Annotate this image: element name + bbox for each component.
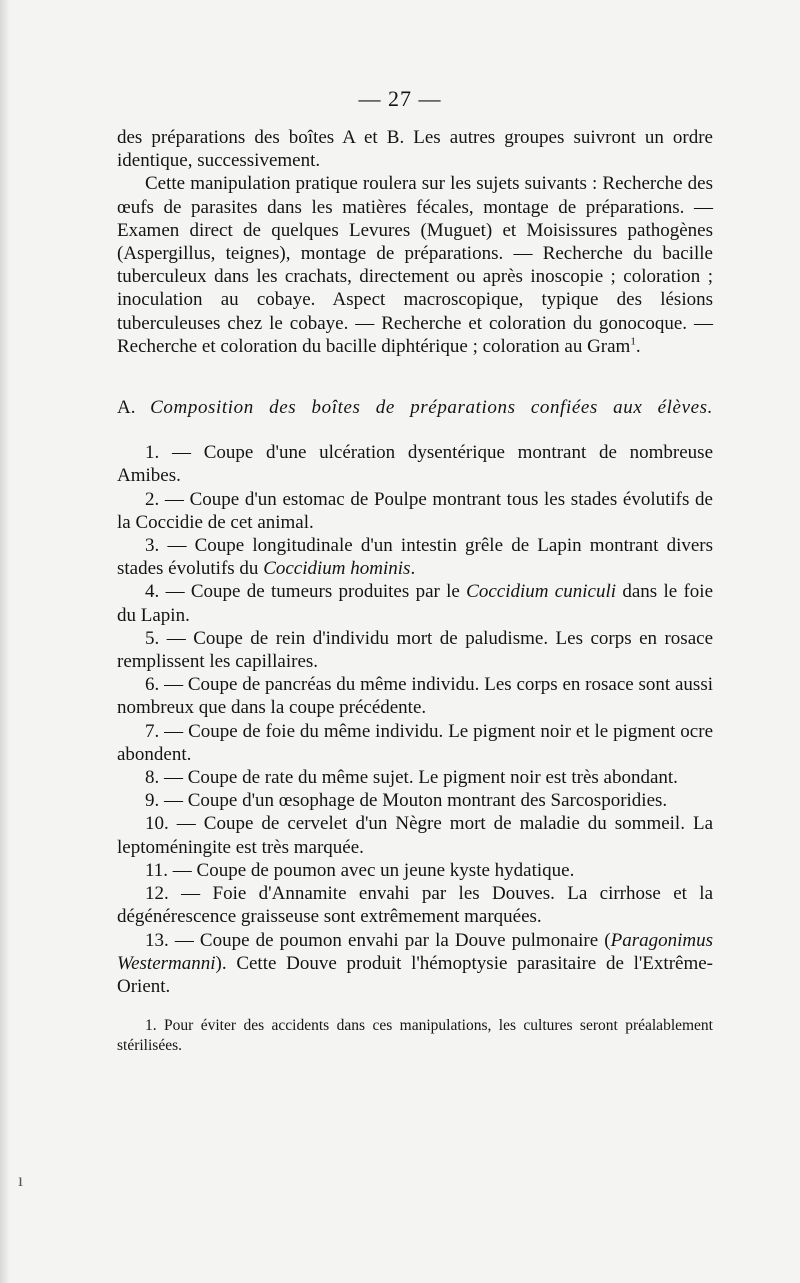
list-item <box>117 441 713 487</box>
item-text: — Coupe de poumon envahi par la Douve pulmonaire ( <box>174 929 611 951</box>
item-number: 6. <box>145 674 160 696</box>
item-number: 7. <box>145 720 160 742</box>
item-number: 3. <box>145 535 160 557</box>
item-text: — Coupe de foie du même individu. Le pigment noir et le pigment ocre abondent. <box>117 720 714 765</box>
footnote-text: Pour éviter des accidents dans ces manipulations, les cultures seront préalablement stérilisées. <box>117 1017 713 1055</box>
section-letter: A. <box>117 397 136 419</box>
list-item <box>117 720 713 766</box>
item-text: — Coupe d'un œsophage de Mouton montrant des Sarcosporidies. <box>164 790 668 812</box>
list-item <box>117 789 713 812</box>
item-text: — Coupe de rate du même sujet. Le pigment noir est très abondant. <box>164 767 678 789</box>
item-number: 12. <box>145 883 169 905</box>
body-text <box>117 126 713 1056</box>
list-item <box>117 488 713 534</box>
item-number: 2. <box>145 488 160 510</box>
item-text: — Coupe d'un estomac de Poulpe montrant tous les stades évolutifs de la Coccidie de cet animal. <box>117 488 713 533</box>
item-number: 9. <box>145 790 160 812</box>
item-text-continued: dans le foie du Lapin. <box>117 581 714 626</box>
item-text: — Coupe longitudinale d'un intestin grêle de Lapin montrant divers stades évolutifs du <box>117 535 713 580</box>
page-number: — 27 — <box>358 86 442 111</box>
item-latin-name: Coccidium hominis <box>263 558 411 580</box>
list-item <box>117 812 713 858</box>
item-text: — Coupe de pancréas du même individu. Les corps en rosace sont aussi nombreux que dans la coupe précédente. <box>117 674 714 719</box>
item-text-continued: ). Cette Douve produit l'hémoptysie parasitaire de l'Extrême-Orient. <box>117 952 713 997</box>
item-number: 1. <box>145 442 160 464</box>
list-item <box>117 580 713 626</box>
section-heading <box>117 396 713 419</box>
item-number: 10. <box>145 813 169 835</box>
section-title: Composition des boîtes de préparations confiées aux élèves. <box>150 397 713 419</box>
specimen-list <box>117 441 713 998</box>
margin-mark: ı <box>18 1170 24 1190</box>
item-latin-name: Paragonimus Westermanni <box>117 929 713 974</box>
item-text: — Coupe d'une ulcération dysentérique montrant de nombreuse Amibes. <box>117 442 713 487</box>
list-item <box>117 627 713 673</box>
item-number: 11. <box>145 859 169 881</box>
list-item <box>117 534 713 580</box>
item-number: 13. <box>145 929 169 951</box>
list-item <box>117 929 713 999</box>
item-text-continued: . <box>410 558 416 580</box>
footnote-number: 1. <box>145 1017 157 1035</box>
item-text: — Foie d'Annamite envahi par les Douves. La cirrhose et la dégénérescence graisseuse sont extrêmement marquées. <box>117 883 714 928</box>
item-number: 5. <box>145 627 160 649</box>
footnote <box>117 1016 713 1056</box>
intro-paragraph-1: des préparations des boîtes A et B. Les autres groupes suivront un ordre identique, successivement. <box>117 127 713 172</box>
intro-paragraph-2: Cette manipulation pratique roulera sur les sujets suivants : Recherche des œufs de parasites dans les matières fécales, montage de préparations. — Examen direct de quelques Levures (Muguet) et Moisissures pathogènes (Aspergillus, teignes), montage de préparations. — Recherche du bacille tuberculeux dans les crachats, directement ou après inoscopie ; coloration ; inoculation au cobaye. Aspect macroscopique, typique des lésions tuberculeuses chez le cobaye. — Recherche et coloration du gonocoque. — Recherche et coloration du bacille diphtérique ; coloration au Gram$^1$. <box>117 173 713 357</box>
list-item <box>117 766 713 789</box>
item-latin-name: Coccidium cuniculi <box>466 581 617 603</box>
item-text: — Coupe de rein d'individu mort de paludisme. Les corps en rosace remplissent les capillaires. <box>117 627 714 673</box>
item-text: — Coupe de cervelet d'un Nègre mort de maladie du sommeil. La leptoméningite est très marquée. <box>117 813 714 858</box>
list-item <box>117 859 713 882</box>
list-item <box>117 882 713 928</box>
item-text: — Coupe de tumeurs produites par le <box>165 581 467 603</box>
item-number: 4. <box>145 581 160 603</box>
footnote-reference: 1 <box>630 335 636 348</box>
item-number: 8. <box>145 767 160 789</box>
item-text: — Coupe de poumon avec un jeune kyste hydatique. <box>172 859 575 881</box>
list-item <box>117 673 713 719</box>
intro-paragraph-2-text: Cette manipulation pratique roulera sur les sujets suivants : Recherche des œufs de parasites dans les matières fécales, montage de préparations. — Examen direct de quelques Levures (Muguet) et Moisissures pathogènes (Aspergillus, teignes), montage de préparations. — Recherche du bacille tuberculeux dans les crachats, directement ou après inoscopie ; coloration ; inoculation au cobaye. Aspect macroscopique, typique des lésions tuberculeuses chez le cobaye. — Recherche et coloration du gonocoque. — Recherche et coloration du bacille diphtérique ; coloration au Gram <box>117 173 713 357</box>
